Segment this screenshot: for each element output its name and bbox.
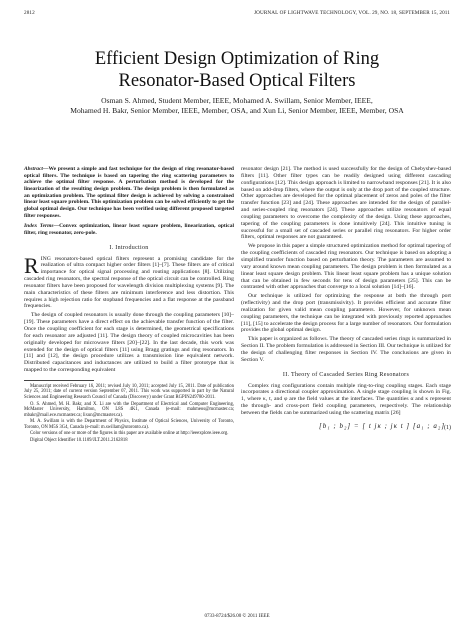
equation-1: [241, 419, 451, 439]
paper-title: [24, 48, 450, 92]
title-line-2: Resonator-Based Optical Filters: [118, 71, 356, 91]
index-terms-text: Convex optimization, linear least square problem, linearization, optical filter, ring resonator, zero-pole.: [24, 223, 234, 236]
intro-paragraph-2: The design of coupled resonators is usually done through the coupling parameters [10]–[19]. These parameters have a direct effect on the achievable transfer function of the filter. Once the coupling coefficient for each stage is determined, the geometrical specifications for each resonator are adjusted [11]. The design theory of coupled microcavities has been originally developed for microwave filters [20]–[22]. In the last decade, this work was extended for the design of optical filters [11] using Bragg gratings and ring resonators. In [11] and [12], the design procedure utilizes a transmission line equivalent network. Distributed capacitances and inductances are utilized to build a filter prototype that is mapped to the corresponding equivalent: [24, 312, 234, 374]
footnote-doi: Digital Object Identifier 10.1109/JLT.2011.2162818: [30, 437, 128, 443]
index-terms-label: Index Terms—: [24, 223, 60, 230]
equation-number: (1): [444, 424, 451, 431]
right-paragraph-3: Our technique is utilized for optimizing the response at both the through port (reflectivity) and the drop port (transmissivity). It provides efficient and accurate filter realization for given valid mean coupling parameters. However, for unknown mean coupling parameters, the technique can be integrated with previously reported approaches [11], [15] to accelerate the design process for a large number of resonators. Our formulation provides the global optimal design.: [241, 293, 451, 334]
section-heading-introduction: I. Introduction: [109, 244, 149, 251]
right-column: [241, 166, 451, 441]
running-header: JOURNAL OF LIGHTWAVE TECHNOLOGY, VOL. 29, NO. 18, SEPTEMBER 15, 2011: [254, 10, 450, 16]
intro-paragraph-1: [24, 252, 234, 311]
footnote-manuscript: Manuscript received February 16, 2011; revised July 10, 2011; accepted July 15, 2011. Date of publication July 25, 2011; date of current version September 07, 2011. This work was supported in part by the Natural Sciences and Engineering Research Council of Canada (Discovery) under Grant RGPIN249780-2011.: [24, 383, 234, 400]
footnote-color: Color versions of one or more of the figures in this paper are available online at http://ieeexplore.ieee.org.: [30, 431, 229, 437]
abstract: [24, 166, 234, 219]
authors-line-1: Osman S. Ahmed, Student Member, IEEE, Mohamed A. Swillam, Senior Member, IEEE,: [101, 96, 373, 105]
footnote-affiliation-2: M. A. Swillam is with the Department of Physics, Institute of Optical Sciences, University of Toronto, Toronto, ON M5S 3G4, Canada (e-mail: m.swillam@utoronto.ca).: [24, 419, 234, 430]
abstract-text: We present a simple and fast technique for the design of ring resonator-based optical filters. The technique is based on tapering the ring scattering parameters to achieve the optimal filter response. A perturbation method is developed for the linearization of the resulting design problem. The design problem is then formulated as an optimization problem. The optimal filter design is achieved by solving a constrained linear least square problem. This optimization problem can be solved efficiently to get the global optimal design. Our technique has been verified using different proposed targeted filter responses.: [24, 166, 234, 219]
index-terms: [24, 223, 234, 236]
footnote-rule: [24, 380, 94, 381]
right-paragraph-5: Complex ring configurations contain multiple ring-to-ring coupling stages. Each stage incorporates a directional coupler approximation. A single stage coupling is shown in Fig. 1, where κ, t, and φ are the field values at the interfaces. The quantities α and κ represent the through- and cross-port field coupling parameters, respectively. The relationship between the fields can be summarized using the scattering matrix [26]: [241, 382, 451, 416]
footnote-affiliation-1: O. S. Ahmed, M. H. Bakr, and X. Li are with the Department of Electrical and Computer Engineering, McMaster University, Hamilton, ON L8S 4K1, Canada (e-mail: mahmeos@mcmaster.ca; mbakr@mail.ece.mcmaster.ca; lixun@mcmaster.ca).: [24, 401, 234, 418]
author-list: [24, 96, 450, 116]
right-paragraph-1: resonator design [21]. The method is used successfully for the design of Chebyshev-based filters [11]. Other filter types can be readily designed using different cascading configurations [12]. This design approach is limited to narrowband responses [21]. It is also based on add-drop filters, where the output is only at the drop port of the coupled structure. Other approaches are developed for the optimal placement of zeros and poles of the filter transfer function [23] and [24]. These approaches are intended for the design of parallel- and series-coupled ring resonators [24]. These approaches utilize resonators of equal coupling parameters to overcome the complexity of the design. Using these approaches, tapering of the coupling parameters is done intuitively [24]. This intuitive tuning is successful for a small set of cascaded series or parallel ring resonators. For higher order filters, optimal responses are not guaranteed.: [241, 166, 451, 241]
abstract-label: Abstract—: [24, 166, 49, 172]
right-paragraph-2: We propose in this paper a simple structured optimization method for optimal tapering of the coupling coefficients of cascaded ring resonators. Our technique is based on adopting a simplified transfer function based on perturbation theory. The parameters are assumed to vary around known mean coupling parameters. The design problem is then formulated as a linear least square design problem. This linear least square problem has a unique solution that can be obtained in few seconds for tens of design parameters [25]. This can be contrasted with other approaches that converge to a local solution [14]–[16].: [241, 243, 451, 291]
title-line-1: Efficient Design Optimization of Ring: [94, 49, 380, 69]
copyright-footer: 0733-8724/$26.00 © 2011 IEEE: [204, 614, 270, 619]
right-paragraph-4: This paper is organized as follows. The theory of cascaded series rings is summarized in Section II. The problem formulation is addressed in Section III. Our technique is utilized for the design of challenging filter responses in Section IV. The conclusions are given in Section V.: [241, 336, 451, 363]
intro-paragraph-1-text: ING resonators-based optical filters represent a promising candidate for the realization of ultra compact higher order filters [1]–[7]. These filters are of critical importance for optical signal processing and routing applications [8]. Utilizing cascaded ring resonators, the spectral response of the optical circuit can be controlled. Ring resonator filters have been proposed for wavelength division multiplexing systems [9]. The main characteristics of these filters are minimum interference and less distortion. This requires a high rejection ratio for stopband frequencies and a flat response at the passband frequencies.: [24, 255, 234, 310]
left-column: [24, 166, 234, 444]
section-heading-theory: II. Theory of Cascaded Series Ring Resonators: [282, 371, 410, 378]
page-number: 2812: [24, 10, 35, 16]
equation-expression: [b₁ ; b₂] = [ t jκ ; jκ t ] [a₁ ; a₂]: [319, 421, 446, 430]
authors-line-2: Mohamed H. Bakr, Senior Member, IEEE, Member, OSA, and Xun Li, Senior Member, IEEE, Member, OSA: [70, 106, 404, 115]
drop-cap: R: [24, 252, 39, 278]
